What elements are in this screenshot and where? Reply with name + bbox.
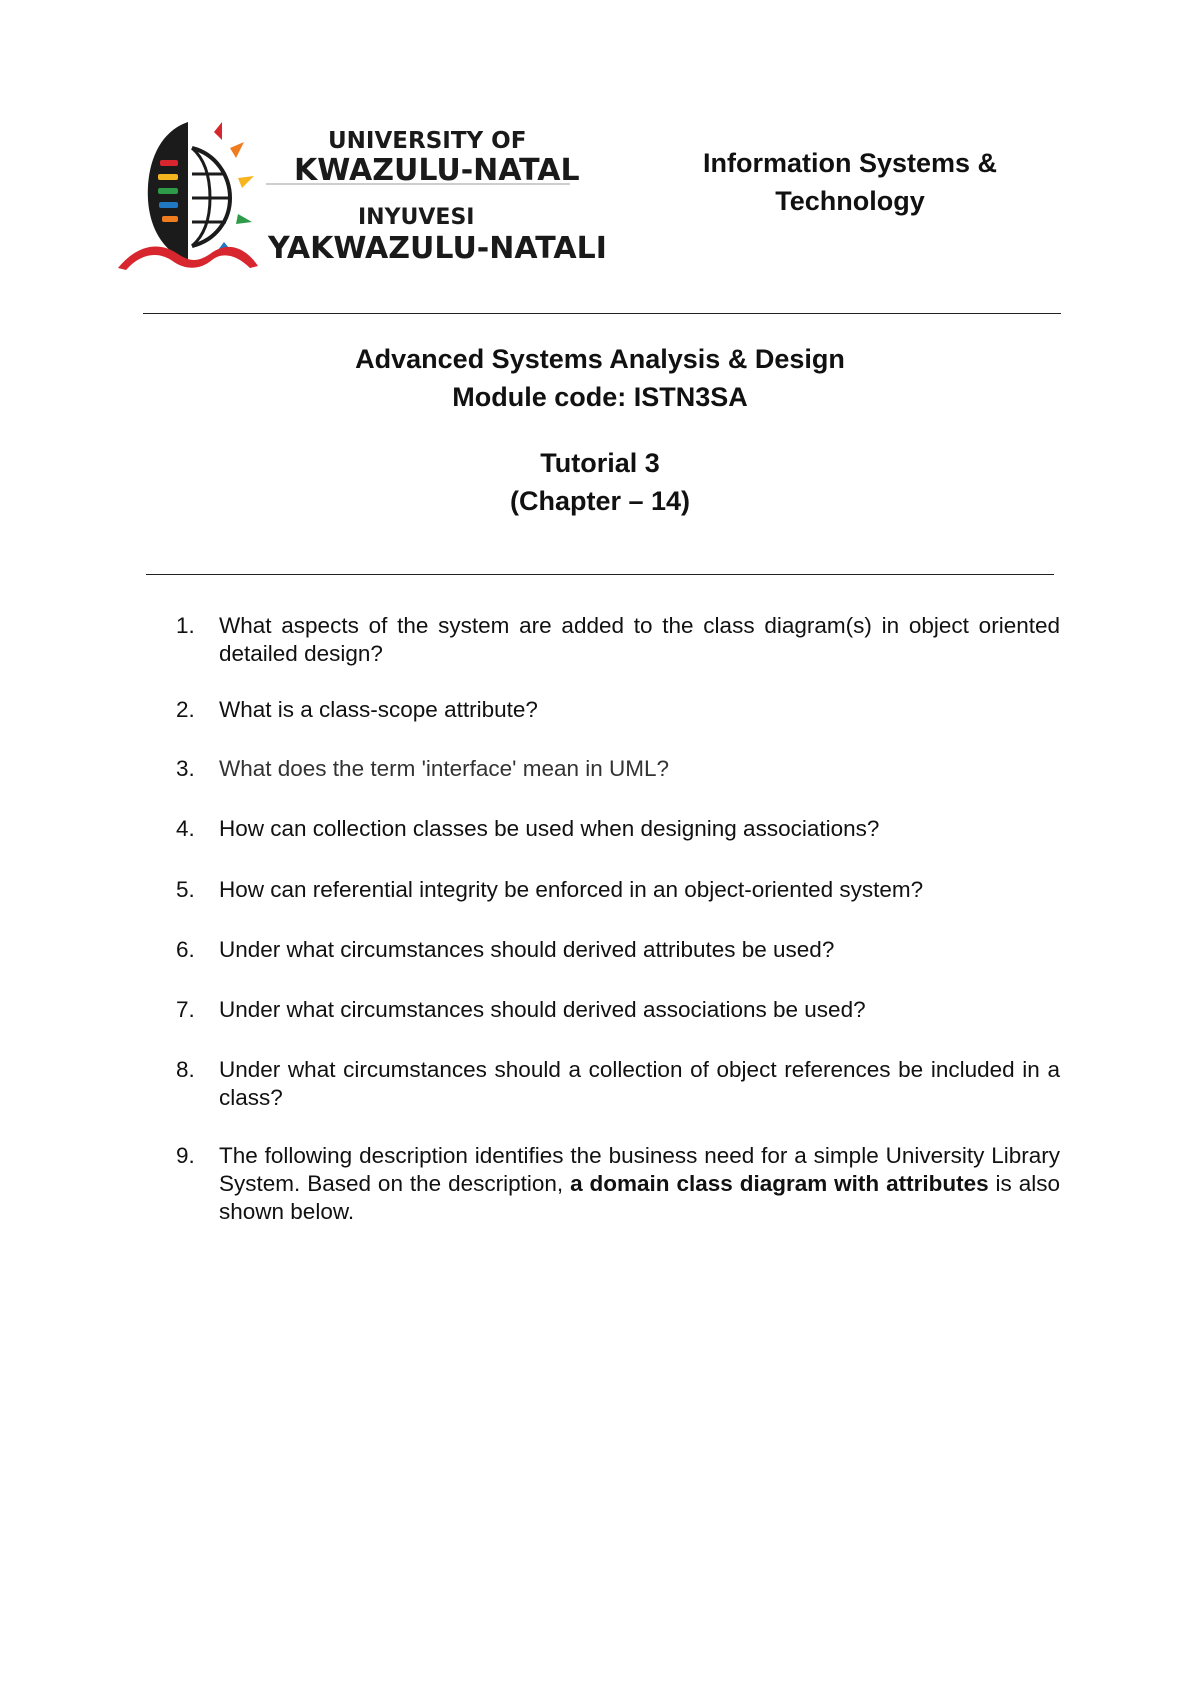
svg-text:INYUVESI: INYUVESI: [358, 205, 475, 230]
question-text: Under what circumstances should derived associations be used?: [219, 997, 866, 1022]
question-text: What is a class-scope attribute?: [219, 697, 538, 722]
question-text-intro: The following description identifies the business need for a simple University Library System. Based on the description,: [219, 1143, 1060, 1196]
tutorial-number: Tutorial 3: [540, 448, 660, 478]
question-item: [176, 696, 1060, 724]
question-text: [219, 1142, 1060, 1226]
question-item: [176, 755, 1060, 783]
question-number: 8.: [176, 1057, 195, 1082]
university-logo: [118, 118, 638, 286]
question-text: How can referential integrity be enforced in an object-oriented system?: [219, 877, 924, 902]
header-divider: [143, 313, 1061, 314]
svg-text:KWAZULU-NATAL: KWAZULU-NATAL: [294, 153, 580, 188]
department-name: [680, 144, 1020, 220]
question-item: [176, 996, 1060, 1024]
question-number: 2.: [176, 697, 195, 722]
question-item: [176, 876, 1060, 904]
question-text: What aspects of the system are added to the class diagram(s) in object oriented detailed design?: [219, 613, 1060, 666]
question-text-outro: is also shown below.: [219, 1171, 1060, 1224]
question-number: 1.: [176, 613, 195, 638]
question-item: [176, 1056, 1060, 1112]
question-number: 9.: [176, 1143, 195, 1168]
question-number: 4.: [176, 816, 195, 841]
question-item: [176, 1142, 1060, 1226]
question-number: 5.: [176, 877, 195, 902]
question-item: [176, 612, 1060, 668]
department-line-2: Technology: [775, 186, 925, 216]
question-text: What does the term 'interface' mean in UML?: [219, 756, 670, 781]
course-title: Advanced Systems Analysis & Design: [355, 344, 845, 374]
chapter-label: (Chapter – 14): [509, 486, 691, 516]
module-code: Module code: ISTN3SA: [452, 382, 748, 412]
question-number: 7.: [176, 997, 195, 1022]
question-text: Under what circumstances should a collection of object references be included in a class?: [219, 1057, 1060, 1110]
svg-text:UNIVERSITY OF: UNIVERSITY OF: [328, 128, 527, 154]
course-title-block: [0, 340, 1200, 416]
svg-text:YAKWAZULU-NATALI: YAKWAZULU-NATALI: [268, 231, 607, 266]
question-text: How can collection classes be used when designing associations?: [219, 816, 880, 841]
question-number: 6.: [176, 937, 195, 962]
shield-emblem-icon: [118, 122, 258, 270]
question-number: 3.: [176, 756, 195, 781]
question-text-emphasis: a domain class diagram with attributes: [570, 1171, 989, 1196]
question-item: [176, 936, 1060, 964]
title-divider: [146, 574, 1054, 575]
department-line-1: Information Systems &: [702, 148, 998, 178]
question-text: Under what circumstances should derived attributes be used?: [219, 937, 835, 962]
question-item: [176, 815, 1060, 843]
tutorial-block: [0, 444, 1200, 520]
